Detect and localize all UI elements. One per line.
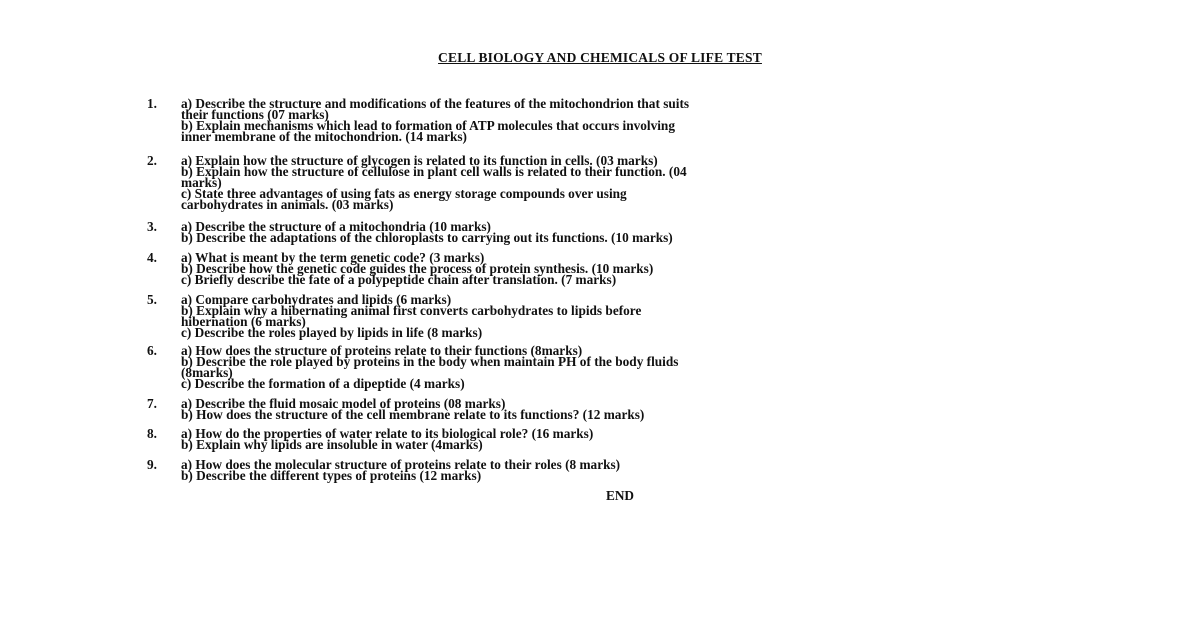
question-line: b) Describe the different types of proteins (12 marks)	[181, 468, 482, 483]
question-text	[181, 398, 1061, 420]
question-text	[181, 428, 1061, 450]
question-number: 1.	[147, 96, 157, 111]
question-text	[181, 252, 1061, 285]
question-number: 6.	[147, 343, 157, 358]
question-line: a) How does the molecular structure of proteins relate to their roles (8 marks)	[181, 457, 621, 472]
question-number: 3.	[147, 219, 157, 234]
question-line: b) Describe the role played by proteins in the body when maintain PH of the body fluids	[181, 354, 679, 369]
question-line: c) Describe the roles played by lipids in life (8 marks)	[181, 325, 483, 340]
question-number: 4.	[147, 250, 157, 265]
question-number: 2.	[147, 153, 157, 168]
question-line: a) How do the properties of water relate to its biological role? (16 marks)	[181, 426, 594, 441]
question-line: a) What is meant by the term genetic code? (3 marks)	[181, 250, 485, 265]
question-text	[181, 155, 1061, 210]
question-line: their functions (07 marks)	[181, 107, 329, 122]
question-line: a) How does the structure of proteins relate to their functions (8marks)	[181, 343, 583, 358]
question-line: b) Describe the adaptations of the chloroplasts to carrying out its functions. (10 marks)	[181, 230, 673, 245]
question-line: marks)	[181, 175, 222, 190]
document-title: CELL BIOLOGY AND CHEMICALS OF LIFE TEST	[438, 50, 762, 65]
question-number: 7.	[147, 396, 157, 411]
question-line: b) Explain why lipids are insoluble in water (4marks)	[181, 437, 483, 452]
question-text	[181, 294, 1061, 338]
question-line: a) Compare carbohydrates and lipids (6 marks)	[181, 292, 452, 307]
question-line: hibernation (6 marks)	[181, 314, 306, 329]
question-line: a) Describe the structure of a mitochondria (10 marks)	[181, 219, 491, 234]
question-line: b) How does the structure of the cell membrane relate to its functions? (12 marks)	[181, 407, 645, 422]
question-line: c) Describe the formation of a dipeptide (4 marks)	[181, 376, 465, 391]
question-line: a) Describe the fluid mosaic model of proteins (08 marks)	[181, 396, 506, 411]
question-line: b) Explain why a hibernating animal first converts carbohydrates to lipids before	[181, 303, 642, 318]
question-line: b) Describe how the genetic code guides the process of protein synthesis. (10 marks)	[181, 261, 654, 276]
question-text	[181, 221, 1061, 243]
question-line: inner membrane of the mitochondrion. (14 marks)	[181, 129, 467, 144]
question-number: 8.	[147, 426, 157, 441]
end-label: END	[605, 488, 635, 503]
question-text	[181, 345, 1061, 389]
question-line: c) Briefly describe the fate of a polypeptide chain after translation. (7 marks)	[181, 272, 617, 287]
question-text	[181, 98, 1061, 142]
question-line: a) Describe the structure and modifications of the features of the mitochondrion that suits	[181, 96, 690, 111]
question-number: 5.	[147, 292, 157, 307]
question-line: b) Explain how the structure of cellulose in plant cell walls is related to their function. (04	[181, 164, 687, 179]
question-line: a) Explain how the structure of glycogen is related to its function in cells. (03 marks)	[181, 153, 658, 168]
question-line: carbohydrates in animals. (03 marks)	[181, 197, 394, 212]
question-line: c) State three advantages of using fats as energy storage compounds over using	[181, 186, 627, 201]
question-line: b) Explain mechanisms which lead to formation of ATP molecules that occurs involving	[181, 118, 675, 133]
question-text	[181, 459, 1061, 481]
question-number: 9.	[147, 457, 157, 472]
question-line: (8marks)	[181, 365, 233, 380]
